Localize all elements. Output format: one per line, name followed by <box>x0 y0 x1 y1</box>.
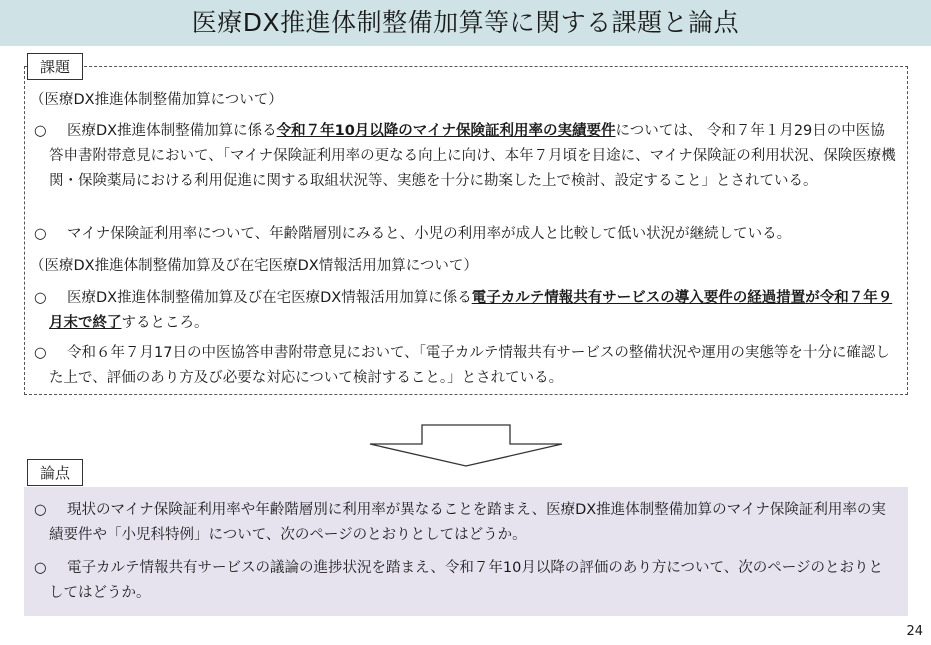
issue-item-1-text-rest: については、 令和７年１月29日の中医協答申書附帯意見において、「マイナ保険証利用率の更なる向上に向け、本年７月頃を目途に、マイナ保険証の利用状況、保険医療機関・保険薬局における利用促進に関する取組状況等、実態を十分に勘案した上で検討、設定すること」とされている。 <box>49 123 896 189</box>
bullet-circle-icon: ○ <box>34 290 47 306</box>
page-number: 24 <box>906 624 923 639</box>
issue-item-2-text: マイナ保険証利用率について、年齢階層別にみると、小児の利用率が成人と比較して低い状況が継続している。 <box>67 226 792 242</box>
issue-item-2 <box>34 222 896 247</box>
point-item-2-text: 電子カルテ情報共有サービスの議論の進捗状況を踏まえ、令和７年10月以降の評価のあり方について、次のページのとおりとしてはどうか。 <box>49 560 883 601</box>
bullet-circle-icon: ○ <box>34 226 47 242</box>
issue-item-1-emphasis: 令和７年10月以降のマイナ保険証利用率の実績要件 <box>276 123 616 139</box>
point-item-2 <box>34 556 896 606</box>
issue-item-1-text: 医療DX推進体制整備加算に係る <box>67 123 277 139</box>
issue-item-3 <box>34 286 896 336</box>
issue-item-1 <box>34 119 896 194</box>
title-bar <box>0 0 931 46</box>
issue-item-4 <box>34 341 896 391</box>
point-item-1-text: 現状のマイナ保険証利用率や年齢階層別に利用率が異なることを踏まえ、医療DX推進体制整備加算のマイナ保険証利用率の実績要件や「小児科特例」について、次のページのとおりとしてはどうか。 <box>49 502 886 543</box>
point-item-1 <box>34 498 896 548</box>
issue-item-3-emphasis: 電子カルテ情報共有サービスの導入要件の経過措置が令和７年９月末で終了 <box>49 290 893 331</box>
down-arrow-icon <box>366 424 566 468</box>
bullet-circle-icon: ○ <box>34 345 47 361</box>
points-label: 論点 <box>27 459 83 486</box>
bullet-circle-icon: ○ <box>34 123 47 139</box>
bullet-circle-icon: ○ <box>34 560 47 576</box>
bullet-circle-icon: ○ <box>34 502 47 518</box>
issue-item-3-text-rest: するところ。 <box>121 315 209 331</box>
issue-item-3-text: 医療DX推進体制整備加算及び在宅医療DX情報活用加算に係る <box>67 290 472 306</box>
section-heading-dx-and-home-care: （医療DX推進体制整備加算及び在宅医療DX情報活用加算について） <box>30 258 478 274</box>
page-title: 医療DX推進体制整備加算等に関する課題と論点 <box>191 8 740 37</box>
issue-item-4-text: 令和６年７月17日の中医協答申書附帯意見において、「電子カルテ情報共有サービスの整備状況や運用の実態等を十分に確認した上で、評価のあり方及び必要な対応について検討すること。」とされている。 <box>49 345 890 386</box>
issues-label: 課題 <box>27 53 83 80</box>
section-heading-dx-addition: （医療DX推進体制整備加算について） <box>30 92 283 108</box>
